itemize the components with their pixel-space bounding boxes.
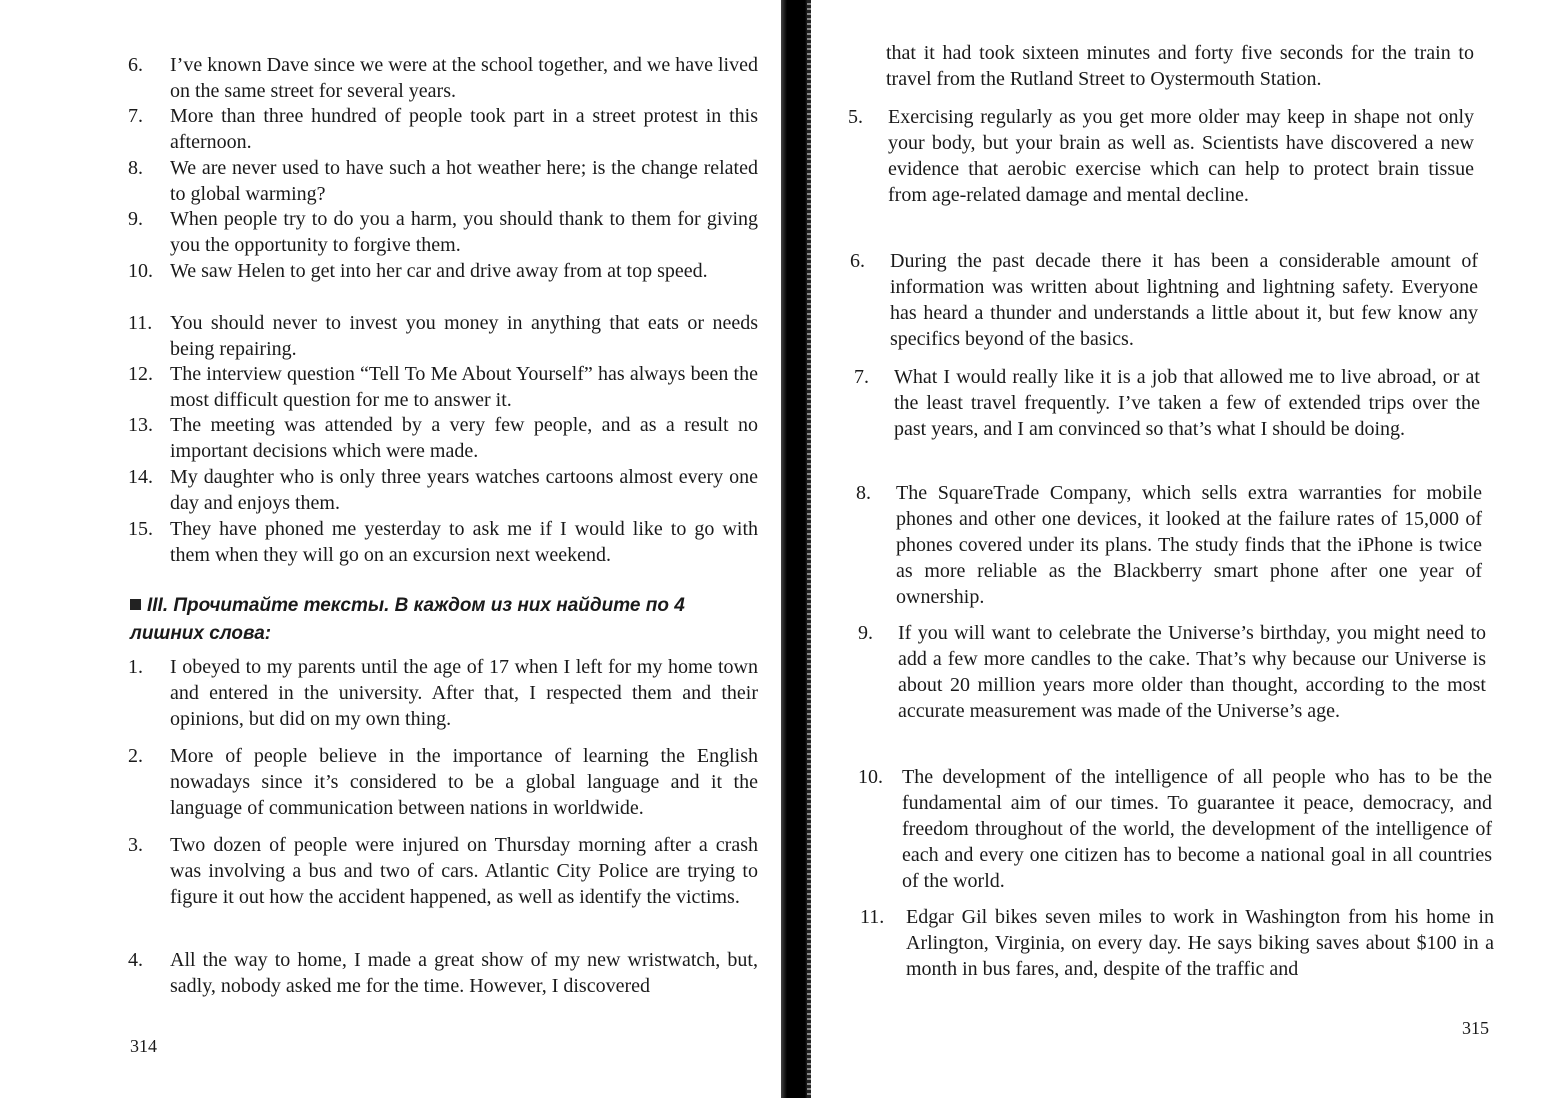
item-text: Two dozen of people were injured on Thursday morning after a crash was involving a bus and two of cars. Atlantic City Police are trying to figure it out how the accident happened, as well as identify the victims.: [170, 834, 758, 908]
item-number: 12.: [128, 363, 153, 385]
item-number: 1.: [128, 656, 143, 678]
item-text: You should never to invest you money in anything that eats or needs being repairing.: [170, 312, 758, 360]
item-text: What I would really like it is a job that allowed me to live abroad, or at the least travel frequently. I’ve taken a few of extended trips over the past years, and I am convinced so that’s what I should be doing.: [894, 366, 1480, 440]
item-text: If you will want to celebrate the Universe’s birthday, you might need to add a few more candles to the cake. That’s why because our Universe is about 20 million years more older than thought, according to the most accurate measurement was made of the Universe’s age.: [898, 622, 1486, 722]
item-text: I obeyed to my parents until the age of 17 when I left for my home town and entered in the university. After that, I respected them and their opinions, but did on my own thing.: [170, 656, 758, 730]
item-text: We are never used to have such a hot weather here; is the change related to global warming?: [170, 157, 758, 205]
item-number: 6.: [850, 250, 865, 272]
item-number: 11.: [860, 906, 885, 928]
item-number: 14.: [128, 466, 153, 488]
item-text: The development of the intelligence of all people who has to be the fundamental aim of our times. To guarantee it peace, democracy, and freedom throughout of the world, the development of the intelligence of each and every one citizen has to become a national goal in all countries of the world.: [902, 766, 1492, 892]
item-text: All the way to home, I made a great show of my new wristwatch, but, sadly, nobody asked me for the time. However, I discovered: [170, 949, 758, 997]
item-text: When people try to do you a harm, you should thank to them for giving you the opportunity to forgive them.: [170, 208, 758, 256]
item-number: 8.: [128, 157, 143, 179]
section-heading-text: III. Прочитайте тексты. В каждом из них найдите по 4 лишних слова:: [130, 595, 685, 644]
book-spine: [781, 0, 811, 1098]
item-text: They have phoned me yesterday to ask me if I would like to go with them when they will go on an excursion next weekend.: [170, 518, 758, 566]
item-text: I’ve known Dave since we were at the school together, and we have lived on the same street for several years.: [170, 54, 758, 102]
item-text: More than three hundred of people took part in a street protest in this afternoon.: [170, 105, 758, 153]
continuation-text: that it had took sixteen minutes and forty five seconds for the train to travel from the Rutland Street to Oystermouth Station.: [886, 42, 1474, 90]
item-text: During the past decade there it has been a considerable amount of information was written about lightning and lightning safety. Everyone has heard a thunder and understands a little about it, but few know any specifics beyond of the basics.: [890, 250, 1478, 350]
item-number: 10.: [858, 766, 883, 788]
item-number: 7.: [854, 366, 869, 388]
item-text: We saw Helen to get into her car and drive away from at top speed.: [170, 260, 708, 282]
item-text: More of people believe in the importance of learning the English nowadays since it’s considered to be a global language and it the language of communication between nations in worldwide.: [170, 745, 758, 819]
section-heading: [130, 592, 758, 648]
right-page: [812, 0, 1548, 1098]
item-text: The interview question “Tell To Me About Yourself” has always been the most difficult question for me to answer it.: [170, 363, 758, 411]
item-number: 10.: [128, 260, 153, 282]
item-number: 11.: [128, 312, 153, 334]
item-text: Edgar Gil bikes seven miles to work in Washington from his home in Arlington, Virginia, on every day. He says biking saves about $100 in a month in bus fares, and, despite of the traffic and: [906, 906, 1494, 980]
item-number: 3.: [128, 834, 143, 856]
item-number: 7.: [128, 105, 143, 127]
item-number: 6.: [128, 54, 143, 76]
page-number: 314: [130, 1036, 157, 1056]
item-number: 8.: [856, 482, 871, 504]
item-text: The SquareTrade Company, which sells extra warranties for mobile phones and other one devices, it looked at the failure rates of 15,000 of phones covered under its plans. The study finds that the iPhone is twice as more reliable as the Blackberry smart phone after one year of ownership.: [896, 482, 1482, 608]
item-number: 4.: [128, 949, 143, 971]
item-text: The meeting was attended by a very few people, and as a result no important decisions which were made.: [170, 414, 758, 462]
item-text: Exercising regularly as you get more older may keep in shape not only your body, but your brain as well as. Scientists have discovered a new evidence that aerobic exercise which can help to protect brain tissue from age-related damage and mental decline.: [888, 106, 1474, 206]
item-number: 9.: [858, 622, 873, 644]
item-number: 13.: [128, 414, 153, 436]
item-number: 9.: [128, 208, 143, 230]
item-number: 5.: [848, 106, 863, 128]
item-number: 15.: [128, 518, 153, 540]
item-text: My daughter who is only three years watches cartoons almost every one day and enjoys them.: [170, 466, 758, 514]
page-number: 315: [1462, 1018, 1489, 1038]
item-number: 2.: [128, 745, 143, 767]
bullet-square-icon: [130, 599, 141, 610]
